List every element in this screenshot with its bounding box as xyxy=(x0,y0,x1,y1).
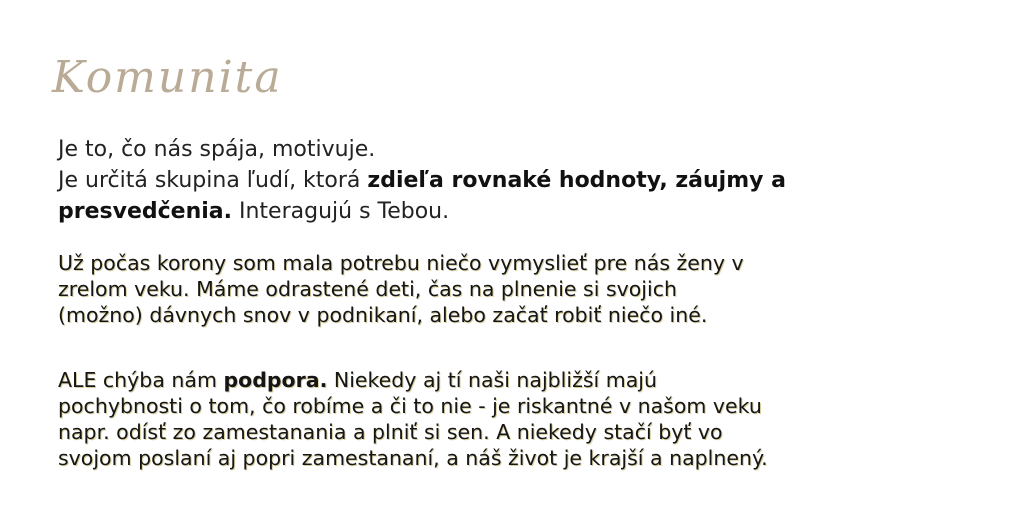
paragraph-2-line-1-pre: ALE chýba nám xyxy=(58,368,224,392)
intro-line-3-text: Interagujú s Tebou. xyxy=(232,199,450,224)
intro-line-2 xyxy=(58,165,998,196)
paragraph-2-line-1 xyxy=(58,367,998,393)
page-title: Komunita xyxy=(52,52,283,103)
paragraph-2-line-4: svojom poslaní aj popri zamestananí, a náš život je krajší a naplnený. xyxy=(58,446,768,470)
paragraph-1-line-1: Už počas korony som mala potrebu niečo vymyslieť pre nás ženy v xyxy=(58,251,744,275)
intro-text xyxy=(58,134,998,227)
paragraph-corona xyxy=(58,250,998,328)
paragraph-2-line-1-bold: podpora. xyxy=(223,368,328,392)
intro-line-2-text: Je určitá skupina ľudí, ktorá xyxy=(58,168,368,193)
paragraph-2-line-1-post: Niekedy aj tí naši najbližší majú xyxy=(327,368,657,392)
paragraph-2-line-3: napr. odísť zo zamestanania a plniť si sen. A niekedy stačí byť vo xyxy=(58,420,723,444)
intro-line-1: Je to, čo nás spája, motivuje. xyxy=(58,137,376,162)
intro-line-3 xyxy=(58,196,998,227)
intro-line-3-bold: presvedčenia. xyxy=(58,199,232,224)
paragraph-1-line-3: (možno) dávnych snov v podnikaní, alebo začať robiť niečo iné. xyxy=(58,303,708,327)
paragraph-2-line-2: pochybnosti o tom, čo robíme a či to nie - je riskantné v našom veku xyxy=(58,394,762,418)
paragraph-support xyxy=(58,367,998,471)
paragraph-1-line-2: zrelom veku. Máme odrastené deti, čas na plnenie si svojich xyxy=(58,277,677,301)
intro-line-2-bold: zdieľa rovnaké hodnoty, záujmy a xyxy=(367,168,786,193)
